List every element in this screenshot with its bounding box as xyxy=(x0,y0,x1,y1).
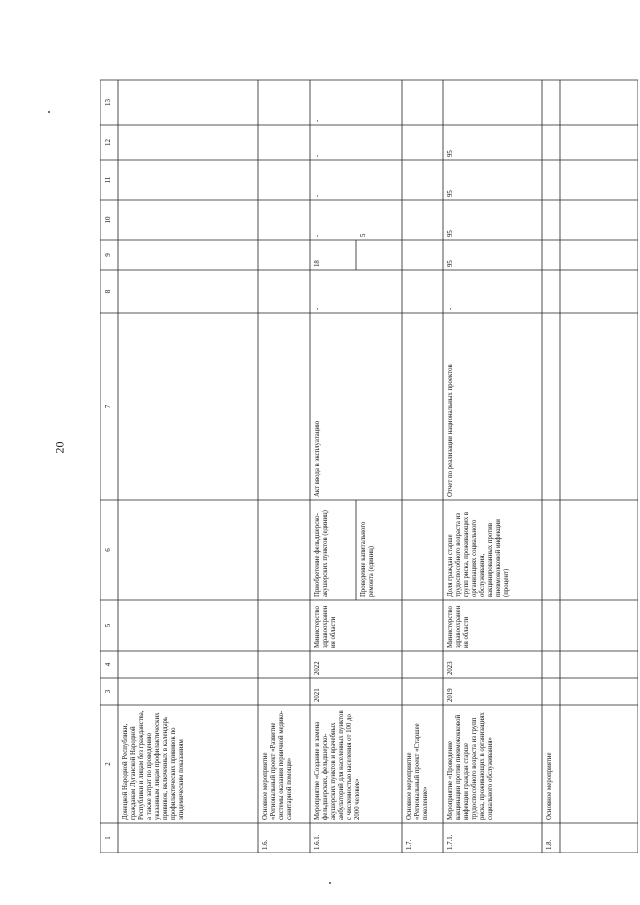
table-cell xyxy=(444,270,542,313)
table-cell xyxy=(311,823,402,853)
table-cell xyxy=(444,600,542,651)
table-cell-text: 1.6.1. xyxy=(314,834,321,850)
header-cell xyxy=(101,160,118,200)
table-cell-text: Министерство здравоохранения области xyxy=(314,604,337,648)
table-cell xyxy=(357,200,402,240)
table-cell xyxy=(311,705,402,823)
table-cell-text: - xyxy=(447,307,454,310)
table-cell xyxy=(311,160,402,200)
header-cell xyxy=(101,678,118,705)
table-cell-text: Доля граждан старше трудоспособного возраста из групп риска, проживающих в организациях социального обслуживания, вакцинированных против пневмококковой инфекции (процент) xyxy=(447,510,510,597)
table-cell-text: Проведение капитального ремонта (единиц) xyxy=(360,519,375,597)
table-cell-text: 95 xyxy=(447,230,454,237)
table-cell-text: 95 xyxy=(447,260,454,267)
table-cell-text: 95 xyxy=(447,190,454,197)
header-cell xyxy=(101,651,118,678)
table-cell xyxy=(444,651,542,678)
table-cell xyxy=(311,80,402,125)
table-cell-text: Основное мероприятие «Региональный проект «Развитие системы оказания первичной медико-санитарной помощи» xyxy=(262,710,293,820)
table-cell-text: Основное мероприятие «Региональный проект «Старшее поколение» xyxy=(406,721,429,820)
header-cell xyxy=(101,500,118,600)
table-cell xyxy=(444,200,542,240)
table-cell xyxy=(311,270,402,313)
table-cell xyxy=(119,705,258,823)
table-cell xyxy=(543,705,560,823)
table-cell-text: - xyxy=(314,154,321,157)
header-cell-text: 5 xyxy=(104,623,112,628)
table-cell-text: 2021 xyxy=(314,688,321,702)
table-cell-text: - xyxy=(314,234,321,237)
header-cell xyxy=(101,313,118,500)
scan-speck xyxy=(48,111,50,113)
table-cell xyxy=(444,678,542,705)
header-cell xyxy=(101,80,118,125)
table-cell-text: Министерство здравоохранения области xyxy=(447,604,470,648)
header-cell xyxy=(101,600,118,651)
table-cell-text: Акт ввода в эксплуатацию xyxy=(314,420,321,497)
header-cell xyxy=(101,200,118,240)
table-cell-text: 18 xyxy=(314,260,321,267)
table-cell-text: 1.8. xyxy=(546,839,553,850)
header-cell-text: 3 xyxy=(104,689,112,694)
table-cell xyxy=(444,125,542,160)
table-cell xyxy=(403,823,443,853)
table-cell-text: 2023 xyxy=(447,661,454,675)
header-cell xyxy=(101,270,118,313)
table-cell xyxy=(543,823,560,853)
header-cell-text: 10 xyxy=(104,216,112,224)
table-cell xyxy=(311,240,402,270)
table-cell xyxy=(311,125,402,160)
header-cell xyxy=(101,240,118,270)
table-cell-text: 1.7.1. xyxy=(447,834,454,850)
header-cell xyxy=(101,823,118,853)
header-cell-text: 11 xyxy=(104,176,112,184)
table-cell-text: 1.7. xyxy=(406,839,413,850)
table-cell xyxy=(311,678,402,705)
table-cell xyxy=(444,823,542,853)
table-cell xyxy=(444,313,542,500)
page-number: 20 xyxy=(52,441,67,454)
table-cell-text: Основное мероприятие xyxy=(546,752,553,820)
table-cell xyxy=(444,705,542,823)
table-cell xyxy=(444,240,542,270)
table-cell xyxy=(311,500,356,600)
header-cell-text: 6 xyxy=(104,548,112,552)
header-cell-text: 9 xyxy=(104,253,112,257)
table-cell-text: 2019 xyxy=(447,688,454,702)
table-cell xyxy=(311,651,402,678)
table-cell-text: Мероприятие «Проведение вакцинации против пневмококковой инфекции граждан старше трудоспособного возраста из групп риска, проживающих в организациях социального обслуживания» xyxy=(447,710,494,820)
table-cell xyxy=(311,313,402,500)
header-cell-text: 4 xyxy=(104,662,112,667)
table-cell xyxy=(403,705,443,823)
table-cell xyxy=(444,160,542,200)
table-cell-text: Донецкой Народной Республики, гражданам Луганской Народной Республики и лицам без гражданства, а также затрат по проведению указанным лицам профилактических прививок, включенных в календарь профилактических прививок по эпидемическим показаниям xyxy=(122,708,185,820)
header-cell-text: 7 xyxy=(104,404,112,409)
header-cell-text: 12 xyxy=(104,139,112,146)
scan-speck xyxy=(329,882,331,884)
table-cell xyxy=(259,823,310,853)
header-cell-text: 13 xyxy=(104,99,112,106)
table-cell xyxy=(311,200,356,240)
header-cell-text: 8 xyxy=(104,289,112,294)
table-cell-text: 5 xyxy=(360,233,367,237)
table-cell xyxy=(259,705,310,823)
table-cell xyxy=(444,500,542,600)
header-cell xyxy=(101,705,118,823)
data-table xyxy=(100,55,638,853)
table-cell xyxy=(311,600,402,651)
table-cell-text: - xyxy=(314,119,321,122)
table-cell-text: 1.6. xyxy=(262,839,269,850)
header-cell-text: 1 xyxy=(104,836,112,840)
header-cell xyxy=(101,125,118,160)
header-cell-text: 2 xyxy=(104,762,112,766)
table-cell-text: 2022 xyxy=(314,661,321,675)
table-cell-text: - xyxy=(314,194,321,197)
table-cell-text: 95 xyxy=(447,150,454,157)
table-cell-text: Приобретение фельдшерско-акушерских пунктов (единиц) xyxy=(314,510,329,597)
table-cell xyxy=(357,500,402,600)
table-cell-text: Мероприятие «Создание и замена фельдшерских, фельдшерско-акушерских пунктов и врачебных амбулаторий для населенных пунктов с численностью населения от 100 до 2000 человек» xyxy=(314,708,361,820)
table-cell-text: - xyxy=(314,307,321,310)
table-cell-text: Отчет по реализации национальных проектов xyxy=(447,364,454,497)
